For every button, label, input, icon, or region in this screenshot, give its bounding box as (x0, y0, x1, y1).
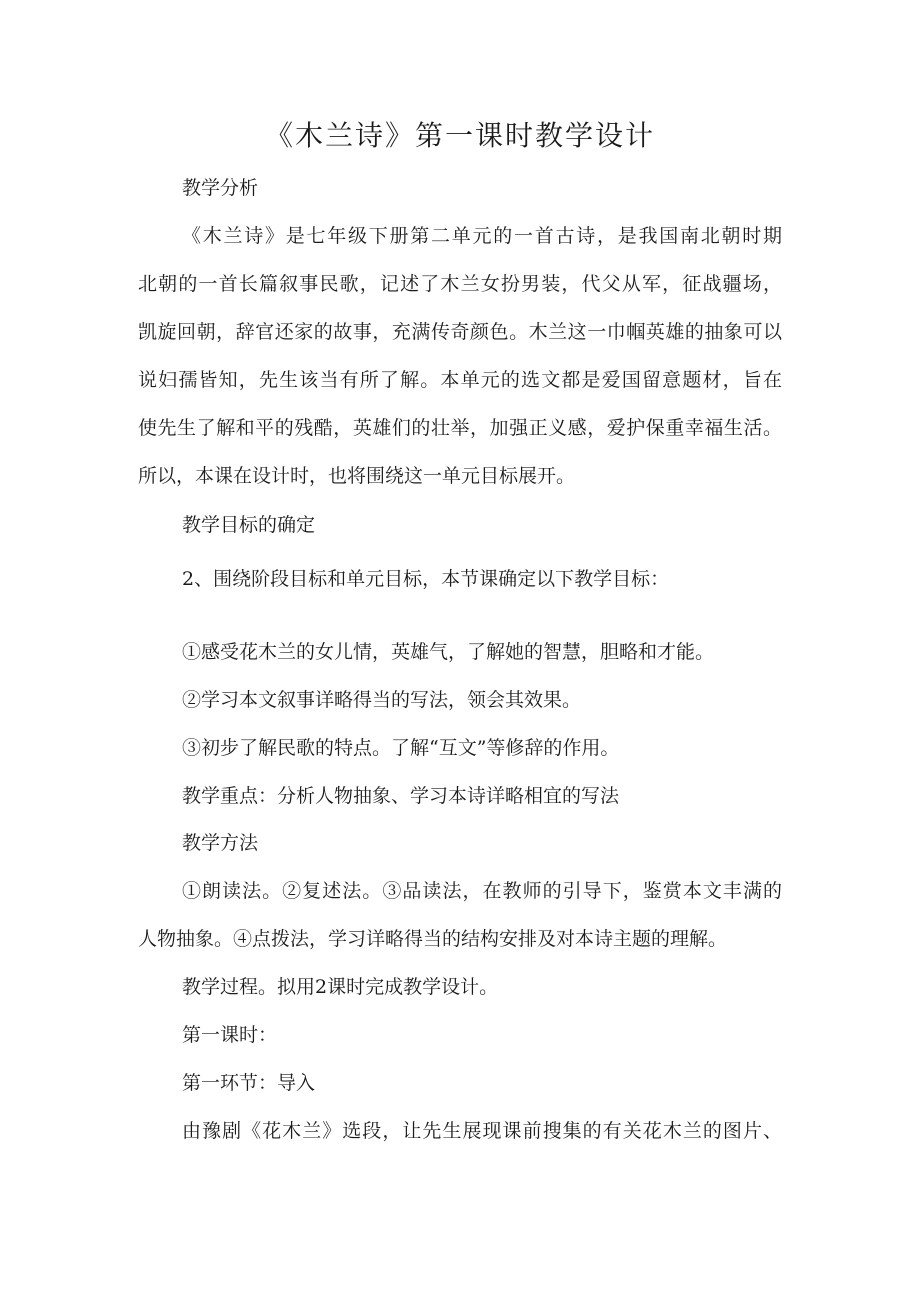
section-heading-methods: 教学方法 (182, 832, 259, 854)
section-heading-objectives: 教学目标的确定 (182, 514, 316, 536)
teaching-focus: 教学重点：分析人物抽象、学习本诗详略相宜的写法 (182, 785, 620, 807)
paragraph-line: 《木兰诗》是七年级下册第二单元的一首古诗，是我国南北朝时期 (182, 225, 782, 247)
paragraph-line: ①朗读法。②复述法。③品读法，在教师的引导下，鉴赏本文丰满的 (182, 880, 782, 902)
first-lesson-heading: 第一课时： (182, 1024, 278, 1046)
section-heading-analysis: 教学分析 (182, 177, 259, 199)
paragraph-line: 使先生了解和平的残酷，英雄们的壮举，加强正义感，爱护保重幸福生活。 (138, 417, 782, 439)
paragraph-line: 凯旋回朝，辞官还家的故事，充满传奇颜色。木兰这一巾帼英雄的抽象可以 (138, 321, 782, 343)
paragraph-line: 人物抽象。④点拨法，学习详略得当的结构安排及对本诗主题的理解。 (138, 928, 728, 950)
paragraph-line: 北朝的一首长篇叙事民歌，记述了木兰女扮男装，代父从军，征战疆场， (138, 273, 782, 295)
objective-item: ①感受花木兰的女儿情，英雄气，了解她的智慧，胆略和才能。 (182, 641, 715, 663)
objectives-intro: 2、围绕阶段目标和单元目标，本节课确定以下教学目标： (182, 568, 670, 590)
paragraph-line: 由豫剧《花木兰》选段，让先生展现课前搜集的有关花木兰的图片、 (182, 1120, 782, 1142)
objective-item: ③初步了解民歌的特点。了解“互文”等修辞的作用。 (182, 737, 620, 759)
objective-item: ②学习本文叙事详略得当的写法，领会其效果。 (182, 689, 582, 711)
paragraph-line: 所以，本课在设计时，也将围绕这一单元目标展开。 (138, 465, 576, 487)
first-step-heading: 第一环节：导入 (182, 1072, 316, 1094)
teaching-process: 教学过程。拟用2课时完成教学设计。 (182, 976, 499, 998)
paragraph-line: 说妇孺皆知，先生该当有所了解。本单元的选文都是爱国留意题材，旨在 (138, 369, 782, 391)
document-title: 《木兰诗》第一课时教学设计 (264, 119, 655, 152)
